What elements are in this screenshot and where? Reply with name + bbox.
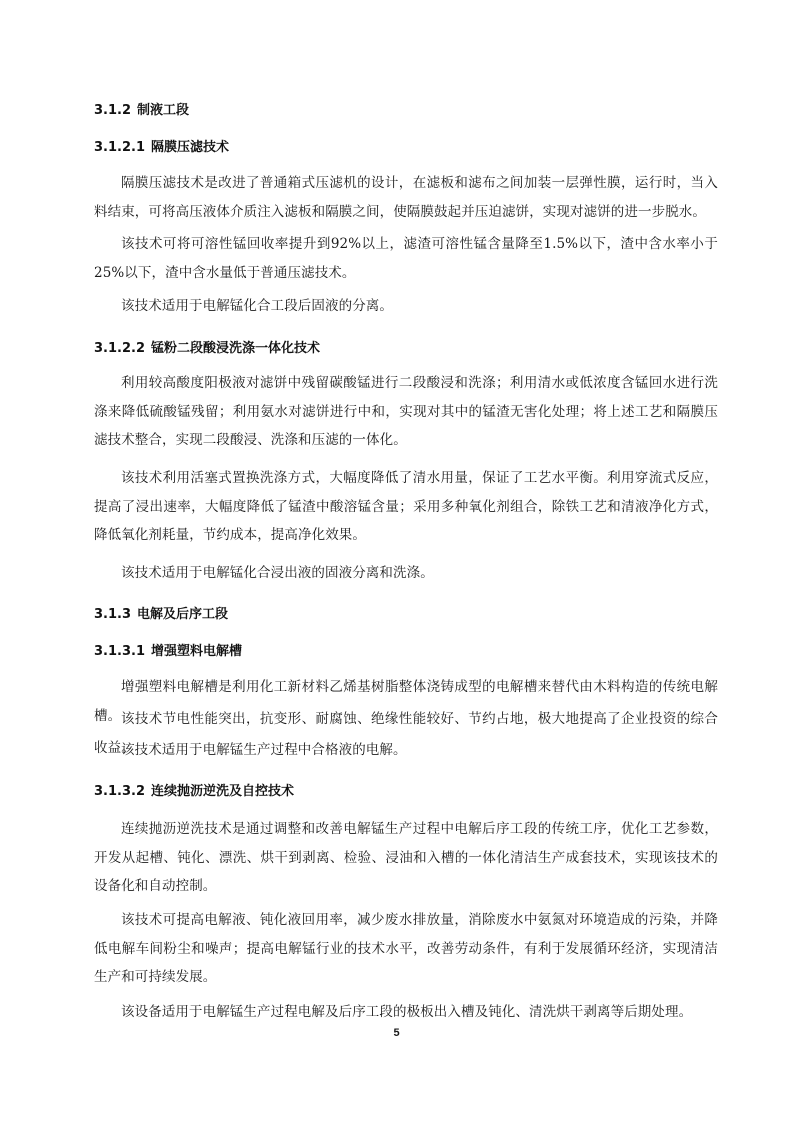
paragraph: 该技术利用活塞式置换洗涤方式，大幅度降低了清水用量，保证了工艺水平衡。利用穿流式反应，提高了浸出速率，大幅度降低了锰渣中酸溶锰含量；采用多种氧化剂组合，除铁工艺和清液净化方式，降低氧化剂耗量，节约成本，提高净化效果。: [94, 470, 718, 543]
section-heading-3-1-3-2: [94, 780, 294, 799]
paragraph: 该技术节电性能突出，抗变形、耐腐蚀、绝缘性能较好、节约占地，极大地提高了企业投资的综合收益。: [94, 711, 718, 756]
section-title: 连续抛沥逆洗及自控技术: [151, 784, 295, 799]
paragraph: 连续抛沥逆洗技术是通过调整和改善电解锰生产过程中电解后序工段的传统工序，优化工艺参数，开发从起槽、钝化、漂洗、烘干到剥离、检验、浸油和入槽的一体化清洁生产成套技术，实现该技术的设备化和自动控制。: [94, 821, 718, 894]
paragraph: 该技术适用于电解锰生产过程中合格液的电解。: [121, 742, 407, 758]
paragraph: 该技术可提高电解液、钝化液回用率，减少废水排放量，消除废水中氨氮对环境造成的污染，并降低电解车间粉尘和噪声；提高电解锰行业的技术水平，改善劳动条件，有利于发展循环经济，实现清洁生产和可持续发展。: [94, 912, 718, 985]
section-number: 3.1.2: [94, 103, 132, 118]
section-number: 3.1.3.1: [94, 644, 145, 659]
section-title: 制液工段: [137, 103, 190, 118]
section-title: 电解及后序工段: [137, 607, 229, 622]
section-heading-3-1-2-1: [94, 136, 229, 155]
paragraph: 增强塑料电解槽是利用化工新材料乙烯基树脂整体浇铸成型的电解槽来替代由木料构造的传统电解槽。: [94, 679, 718, 724]
paragraph: 利用较高酸度阳极液对滤饼中残留碳酸锰进行二段酸浸和洗涤；利用清水或低浓度含锰回水进行洗涤来降低硫酸锰残留；利用氨水对滤饼进行中和，实现对其中的锰渣无害化处理；将上述工艺和隔膜压滤技术整合，实现二段酸浸、洗涤和压滤的一体化。: [94, 375, 718, 448]
section-title: 增强塑料电解槽: [151, 644, 243, 659]
section-title: 隔膜压滤技术: [151, 140, 230, 155]
paragraph: 该技术适用于电解锰化合浸出液的固液分离和洗涤。: [121, 565, 434, 581]
section-number: 3.1.2.1: [94, 140, 145, 155]
section-heading-3-1-2-2: [94, 337, 320, 356]
section-heading-3-1-3: [94, 603, 228, 622]
section-heading-3-1-2: [94, 99, 189, 118]
paragraph: 该技术适用于电解锰化合工段后固液的分离。: [121, 298, 393, 314]
section-heading-3-1-3-1: [94, 640, 242, 659]
section-number: 3.1.2.2: [94, 341, 145, 356]
section-number: 3.1.3.2: [94, 784, 145, 799]
section-title: 锰粉二段酸浸洗涤一体化技术: [151, 341, 321, 356]
paragraph: 隔膜压滤技术是改进了普通箱式压滤机的设计，在滤板和滤布之间加装一层弹性膜，运行时，当入料结束，可将高压液体介质注入滤板和隔膜之间，使隔膜鼓起并压迫滤饼，实现对滤饼的进一步脱水。: [94, 175, 718, 220]
paragraph: 该技术可将可溶性锰回收率提升到92%以上，滤渣可溶性锰含量降至1.5%以下，渣中含水率小于25%以下，渣中含水量低于普通压滤技术。: [94, 236, 718, 281]
section-number: 3.1.3: [94, 607, 132, 622]
paragraph: 该设备适用于电解锰生产过程电解及后序工段的极板出入槽及钝化、清洗烘干剥离等后期处理。: [121, 1004, 693, 1020]
page-number: 5: [393, 1027, 400, 1039]
